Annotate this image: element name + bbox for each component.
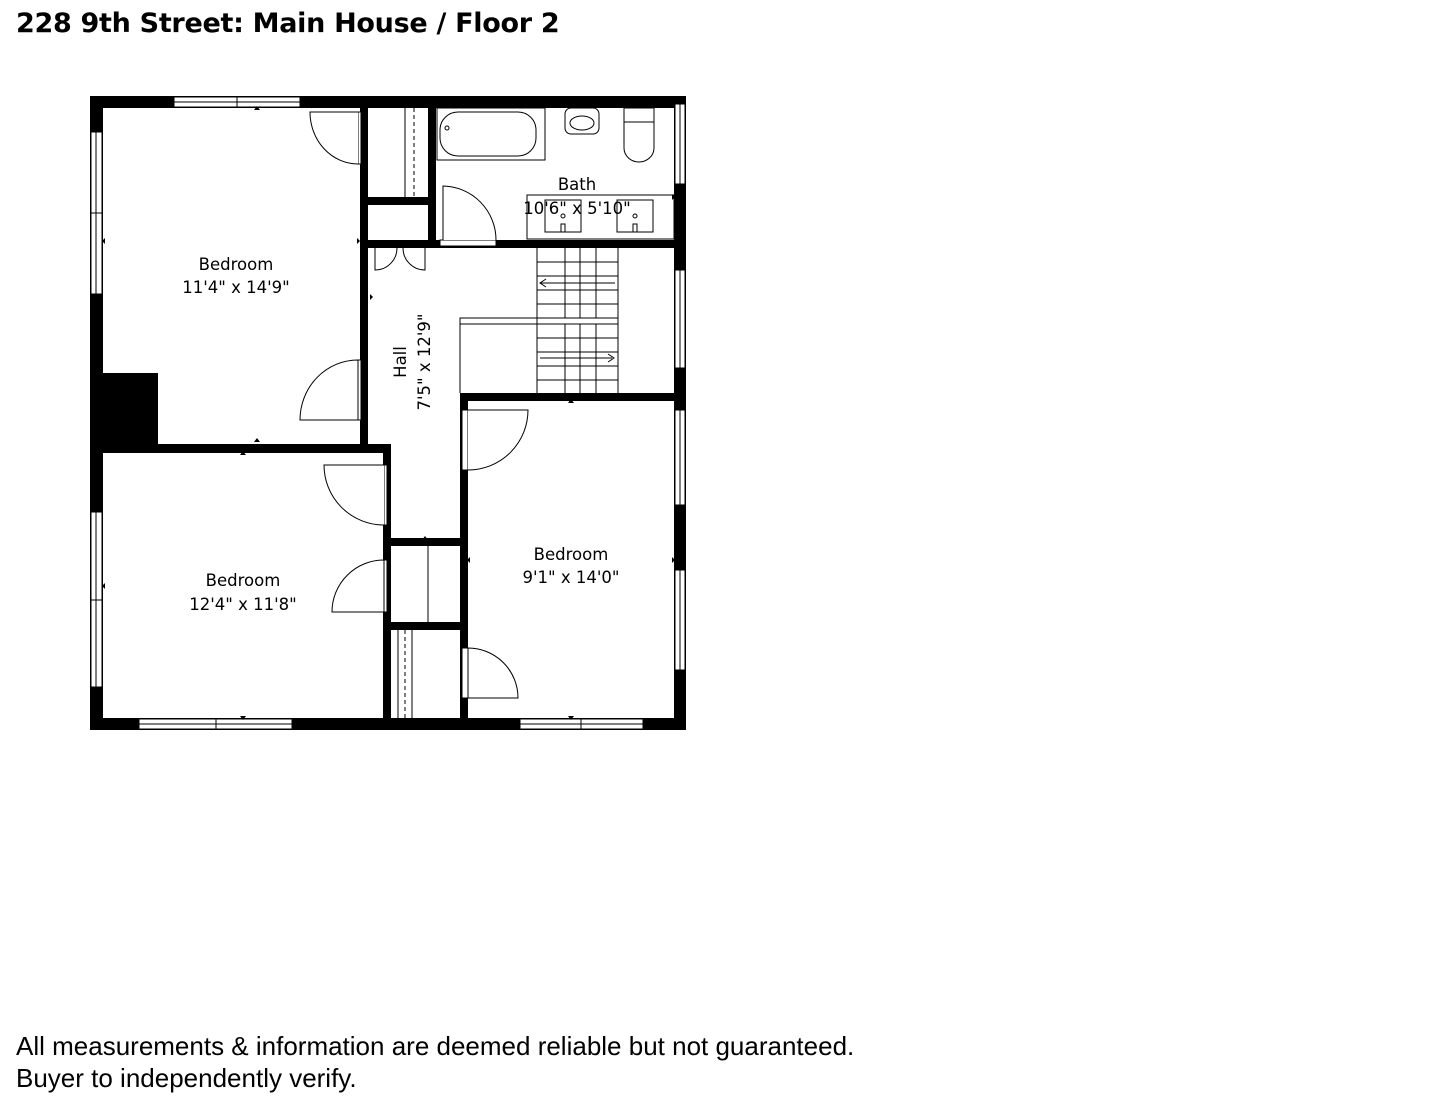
room-dims-hall: 7'5" x 12'9"	[415, 313, 434, 411]
room-dims-bath: 10'6" x 5'10"	[523, 199, 631, 218]
room-label-bedroom-se: Bedroom	[533, 545, 609, 564]
room-dims-bedroom-se: 9'1" x 14'0"	[522, 568, 620, 587]
disclaimer	[16, 1030, 854, 1094]
room-label-hall: Hall	[391, 346, 410, 378]
room-dims-bedroom-sw: 12'4" x 11'8"	[189, 595, 297, 614]
room-label-bedroom-sw: Bedroom	[205, 571, 281, 590]
room-label-bath: Bath	[557, 175, 597, 194]
disclaimer-line-1: All measurements & information are deemed reliable but not guaranteed.	[16, 1031, 855, 1061]
room-dims-bedroom-nw: 11'4" x 14'9"	[182, 278, 290, 297]
toilet	[624, 108, 654, 122]
disclaimer-line-2: Buyer to independently verify.	[16, 1063, 357, 1093]
page-title: 228 9th Street: Main House / Floor 2	[16, 8, 560, 39]
interior-walls	[90, 96, 686, 730]
room-label-bedroom-nw: Bedroom	[198, 255, 274, 274]
stairs	[537, 248, 618, 393]
